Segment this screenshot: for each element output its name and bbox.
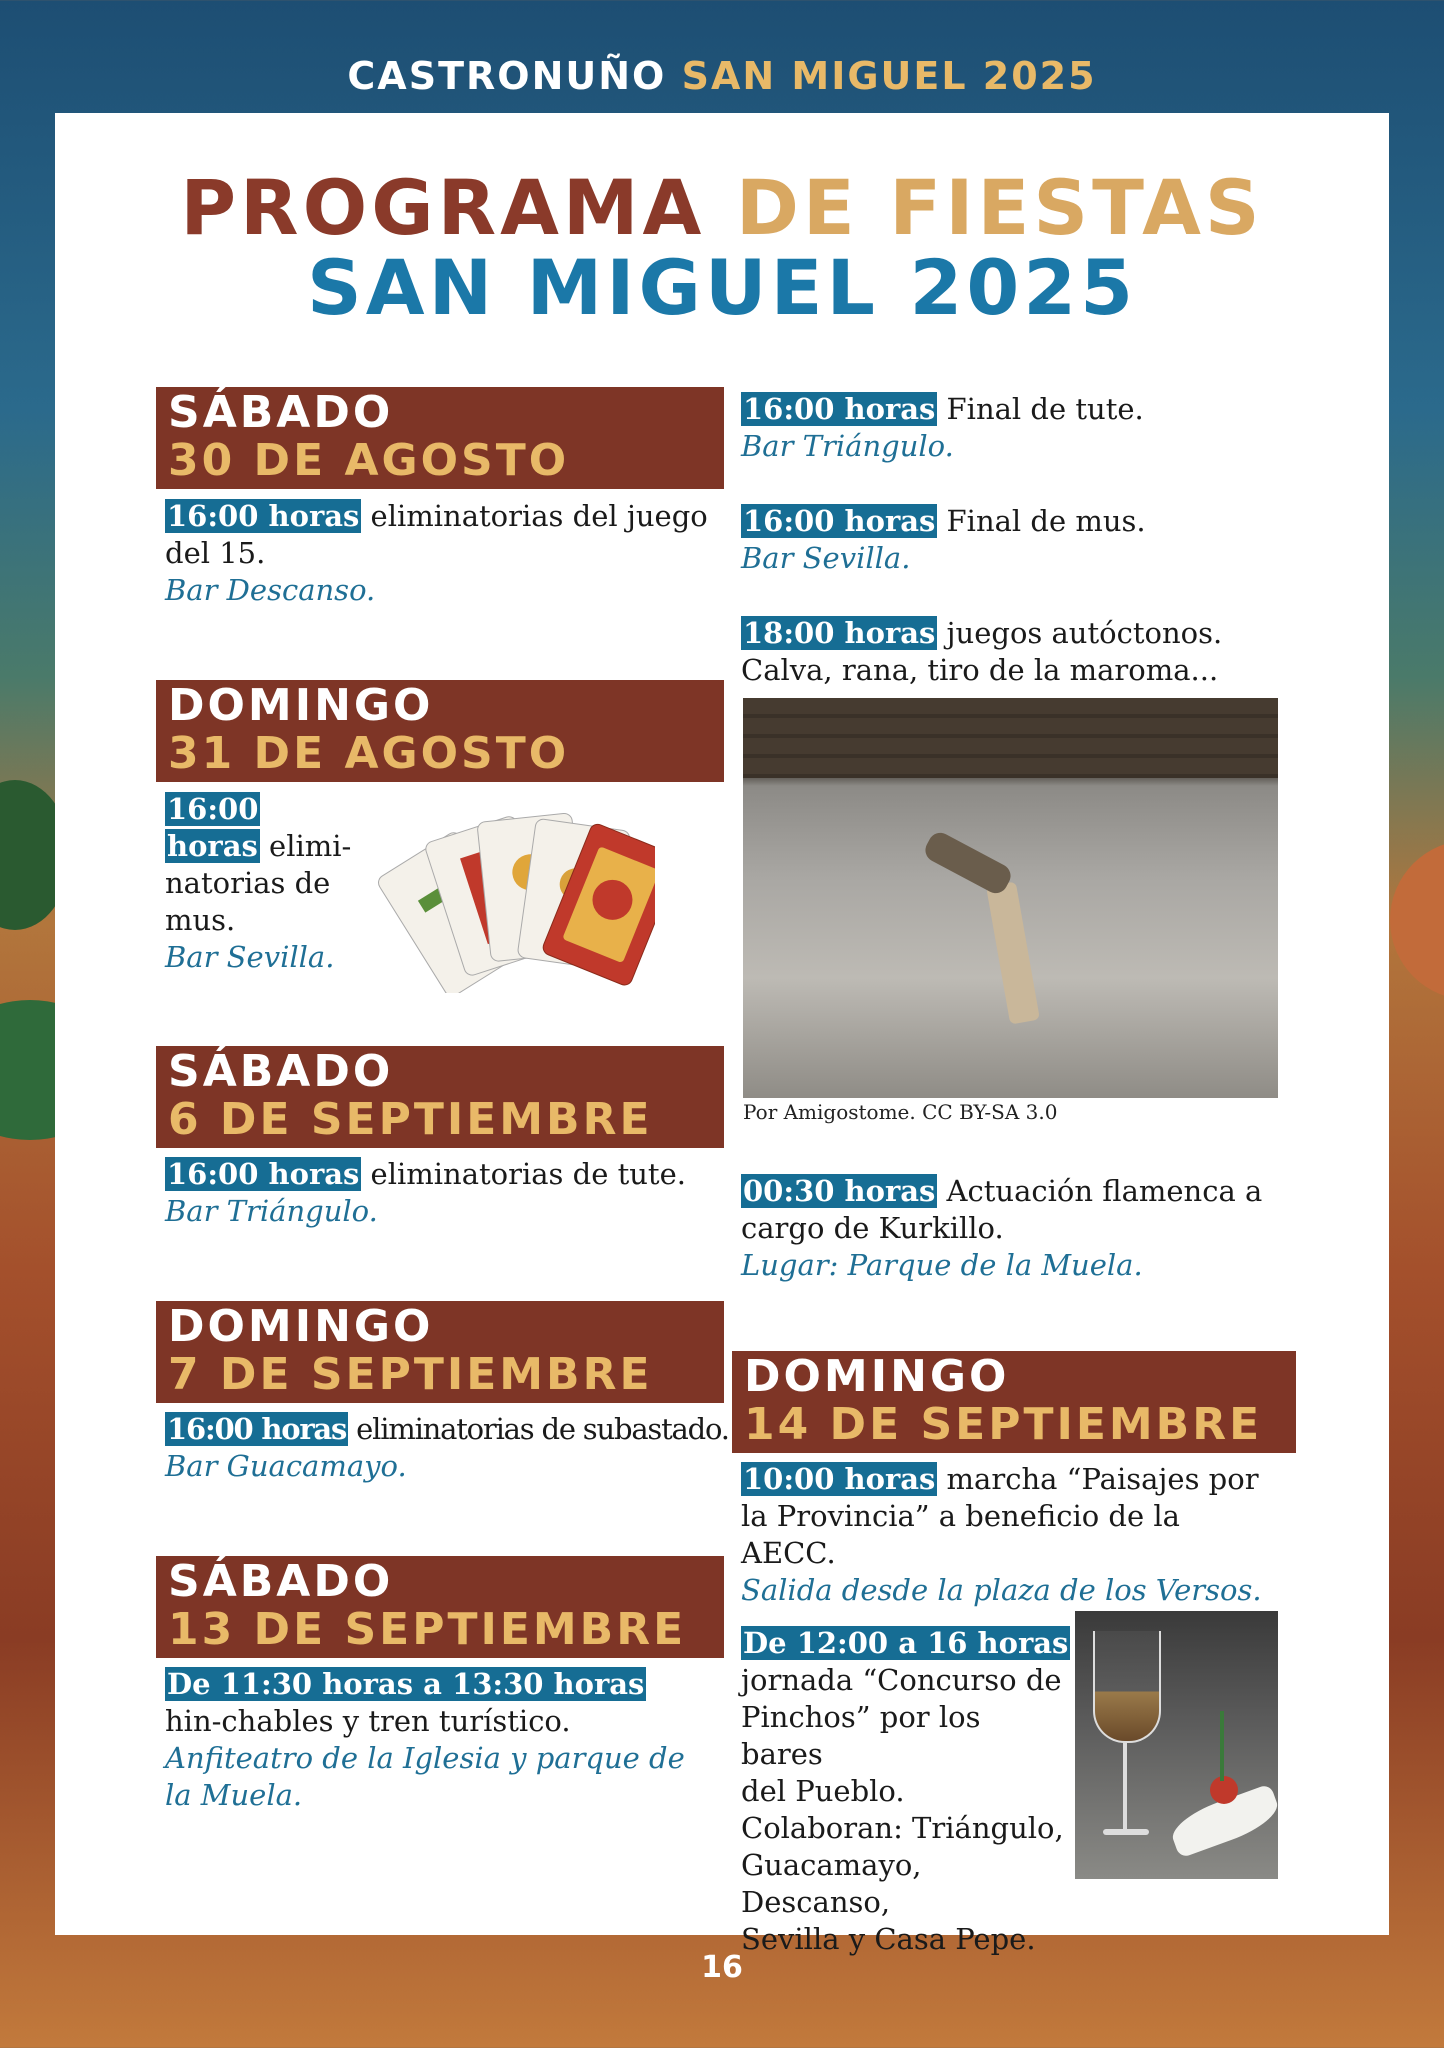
day-date: 7 DE SEPTIEMBRE	[168, 1349, 653, 1400]
event-item	[741, 391, 1301, 465]
event-item	[741, 1625, 1071, 1958]
event-time: 00:30 horas	[743, 1174, 936, 1208]
day-name: SÁBADO	[168, 1046, 394, 1097]
event-place: Bar Sevilla.	[165, 940, 335, 974]
title-part2: DE FIESTAS	[735, 163, 1264, 252]
header-town: CASTRONUÑO	[347, 54, 667, 98]
event-text: Final de tute.	[937, 392, 1144, 426]
day-header-sabado-30-agosto	[156, 387, 724, 489]
event-item	[741, 1461, 1281, 1609]
event-text: Final de mus.	[937, 504, 1146, 538]
photo-credit: Por Amigostome. CC BY-SA 3.0	[743, 1100, 1058, 1124]
event-text: elimi-	[259, 829, 352, 863]
event-text: eliminatorias de tute.	[361, 1157, 686, 1191]
event-time: 16:00	[167, 792, 259, 826]
event-text: eliminatorias del juego del 15.	[165, 499, 708, 570]
page-number: 16	[701, 1950, 743, 1985]
background-hill-right	[1390, 840, 1444, 1000]
event-item	[741, 1173, 1301, 1284]
day-header-domingo-14-septiembre	[732, 1351, 1296, 1453]
event-text: hin-chables y tren turístico.	[165, 1704, 571, 1738]
page-title	[55, 163, 1389, 252]
event-text: eliminatorias de subastado.	[348, 1412, 729, 1446]
event-text: marcha “Paisajes por la Provincia” a beneficio de la AECC.	[741, 1462, 1259, 1570]
event-item	[165, 1411, 745, 1485]
event-text: juegos autóctonos. Calva, rana, tiro de la maroma...	[741, 616, 1223, 687]
event-place: Bar Sevilla.	[741, 541, 911, 575]
event-item	[741, 503, 1301, 577]
day-header-domingo-7-septiembre	[156, 1301, 724, 1403]
event-time: 16:00 horas	[167, 499, 360, 533]
day-name: SÁBADO	[168, 387, 394, 438]
day-date: 14 DE SEPTIEMBRE	[744, 1399, 1263, 1450]
event-item	[741, 615, 1301, 689]
event-item	[165, 498, 735, 609]
event-time: 16:00 horas	[167, 1412, 347, 1446]
day-name: DOMINGO	[744, 1351, 1010, 1402]
playing-cards-image	[365, 803, 655, 993]
day-date: 6 DE SEPTIEMBRE	[168, 1094, 653, 1145]
day-header-sabado-13-septiembre	[156, 1556, 724, 1658]
event-place: Salida desde la plaza de los Versos.	[741, 1573, 1262, 1607]
event-text: natorias de	[165, 866, 331, 900]
event-item	[165, 1156, 735, 1230]
event-time: 10:00 horas	[743, 1462, 936, 1496]
event-text: del Pueblo.	[741, 1774, 905, 1808]
day-header-domingo-31-agosto	[156, 680, 724, 782]
header-title	[0, 54, 1444, 98]
event-text: Colaboran: Triángulo,	[741, 1811, 1064, 1845]
event-place: Bar Triángulo.	[741, 429, 954, 463]
event-time: De 12:00 a 16 horas	[743, 1626, 1069, 1660]
event-time: 16:00 horas	[743, 504, 936, 538]
day-date: 13 DE SEPTIEMBRE	[168, 1604, 687, 1655]
page-subtitle: SAN MIGUEL 2025	[307, 243, 1137, 332]
event-time: horas	[167, 829, 258, 863]
event-text: mus.	[165, 903, 236, 937]
event-item	[165, 791, 365, 976]
event-text: jornada “Concurso de	[741, 1663, 1062, 1697]
day-name: DOMINGO	[168, 1301, 434, 1352]
title-part1: PROGRAMA	[180, 163, 706, 252]
event-text: Guacamayo, Descanso,	[741, 1848, 922, 1919]
event-text: Pinchos” por los bares	[741, 1700, 981, 1771]
event-text: Actuación flamenca a cargo de Kurkillo.	[741, 1174, 1263, 1245]
day-name: DOMINGO	[168, 680, 434, 731]
event-time: 16:00 horas	[167, 1157, 360, 1191]
event-time: De 11:30 horas a 13:30 horas	[167, 1667, 645, 1701]
pinchos-photo	[1075, 1611, 1278, 1879]
day-date: 31 DE AGOSTO	[168, 728, 570, 779]
event-time: 16:00 horas	[743, 392, 936, 426]
event-place: Anfiteatro de la Iglesia y parque de la Muela.	[165, 1741, 685, 1812]
day-date: 30 DE AGOSTO	[168, 435, 570, 486]
event-place: Bar Descanso.	[165, 573, 376, 607]
event-item	[165, 1666, 705, 1814]
game-photo	[743, 698, 1278, 1098]
event-time: 18:00 horas	[743, 616, 936, 650]
event-place: Bar Guacamayo.	[165, 1449, 407, 1483]
page-card	[55, 113, 1389, 1956]
day-header-sabado-6-septiembre	[156, 1046, 724, 1148]
day-name: SÁBADO	[168, 1556, 394, 1607]
event-text: Sevilla y Casa Pepe.	[741, 1922, 1036, 1956]
event-place: Bar Triángulo.	[165, 1194, 378, 1228]
header-festival: SAN MIGUEL 2025	[681, 54, 1097, 98]
event-place: Lugar: Parque de la Muela.	[741, 1248, 1143, 1282]
